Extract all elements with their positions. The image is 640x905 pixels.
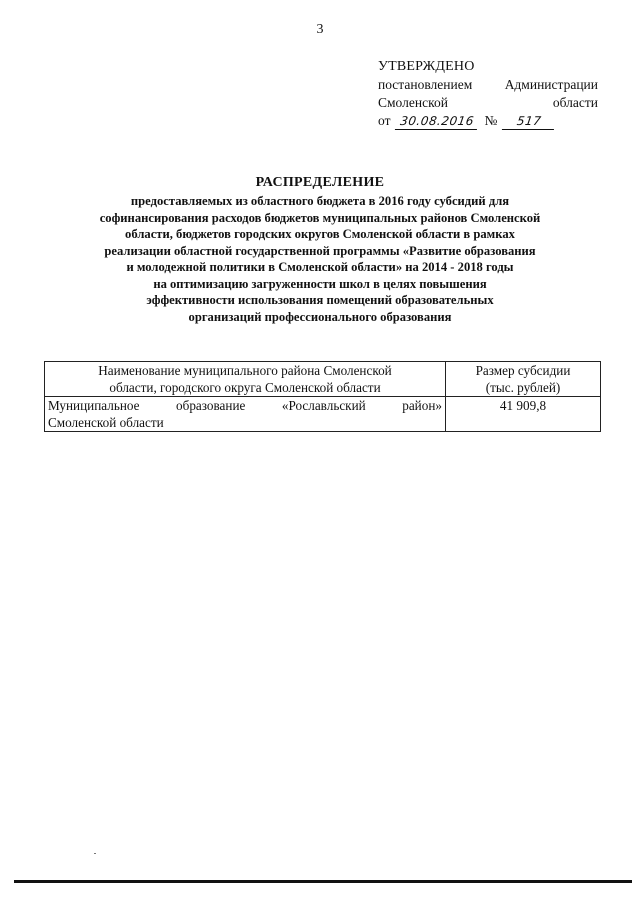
- scan-edge-line: [14, 880, 632, 883]
- subtitle-line: софинансирования расходов бюджетов муниципальных районов Смоленской: [99, 210, 541, 225]
- cell-word: район»: [402, 398, 442, 413]
- cell-line: [48, 397, 442, 414]
- table-header-row: [45, 362, 601, 397]
- subsidy-table: [44, 361, 601, 432]
- date-prefix: от: [378, 113, 391, 128]
- approval-word: Администрации: [504, 77, 598, 92]
- table-row: [45, 397, 601, 432]
- handwritten-date: 30.08.2016: [395, 114, 479, 130]
- subtitle-line: эффективности использования помещений образовательных: [146, 293, 494, 307]
- header-municipality: [45, 362, 446, 397]
- header-text: Наименование муниципального района Смоленской: [98, 363, 392, 378]
- document-subtitle: [40, 193, 600, 325]
- cell-word: «Рославльский: [281, 398, 366, 413]
- approval-word: Смоленской: [378, 95, 448, 110]
- cell-line: Смоленской области: [48, 415, 164, 430]
- cell-amount: 41 909,8: [446, 397, 601, 432]
- subtitle-line: на оптимизацию загруженности школ в целях повышения: [153, 276, 487, 291]
- document-title: РАСПРЕДЕЛЕНИЕ: [255, 175, 385, 190]
- approval-line-2: [378, 94, 598, 112]
- page-number: 3: [316, 22, 324, 37]
- subtitle-line: организаций профессионального образования: [188, 309, 452, 324]
- approval-word: постановлением: [378, 77, 473, 92]
- cell-word: образование: [176, 398, 246, 413]
- header-text: Размер субсидии: [475, 363, 571, 378]
- header-amount: [446, 362, 601, 397]
- number-prefix: №: [484, 113, 498, 128]
- subtitle-line: и молодежной политики в Смоленской области» на 2014 - 2018 годы: [126, 260, 514, 274]
- cell-municipality: [45, 397, 446, 432]
- cell-word: Муниципальное: [48, 398, 140, 413]
- header-text: области, городского округа Смоленской области: [109, 380, 381, 395]
- subtitle-line: предоставляемых из областного бюджета в 2016 году субсидий для: [130, 194, 510, 208]
- approval-stamp: [378, 58, 598, 130]
- approval-line-1: [378, 76, 598, 94]
- approval-date-line: [378, 112, 598, 130]
- approval-word: области: [552, 95, 598, 110]
- header-text: (тыс. рублей): [485, 380, 561, 395]
- scan-speck: [94, 853, 96, 854]
- handwritten-number: 517: [502, 114, 556, 130]
- approval-heading: УТВЕРЖДЕНО: [378, 59, 475, 74]
- subtitle-line: области, бюджетов городских округов Смоленской области в рамках: [125, 227, 515, 241]
- subtitle-line: реализации областной государственной программы «Развитие образования: [104, 243, 536, 258]
